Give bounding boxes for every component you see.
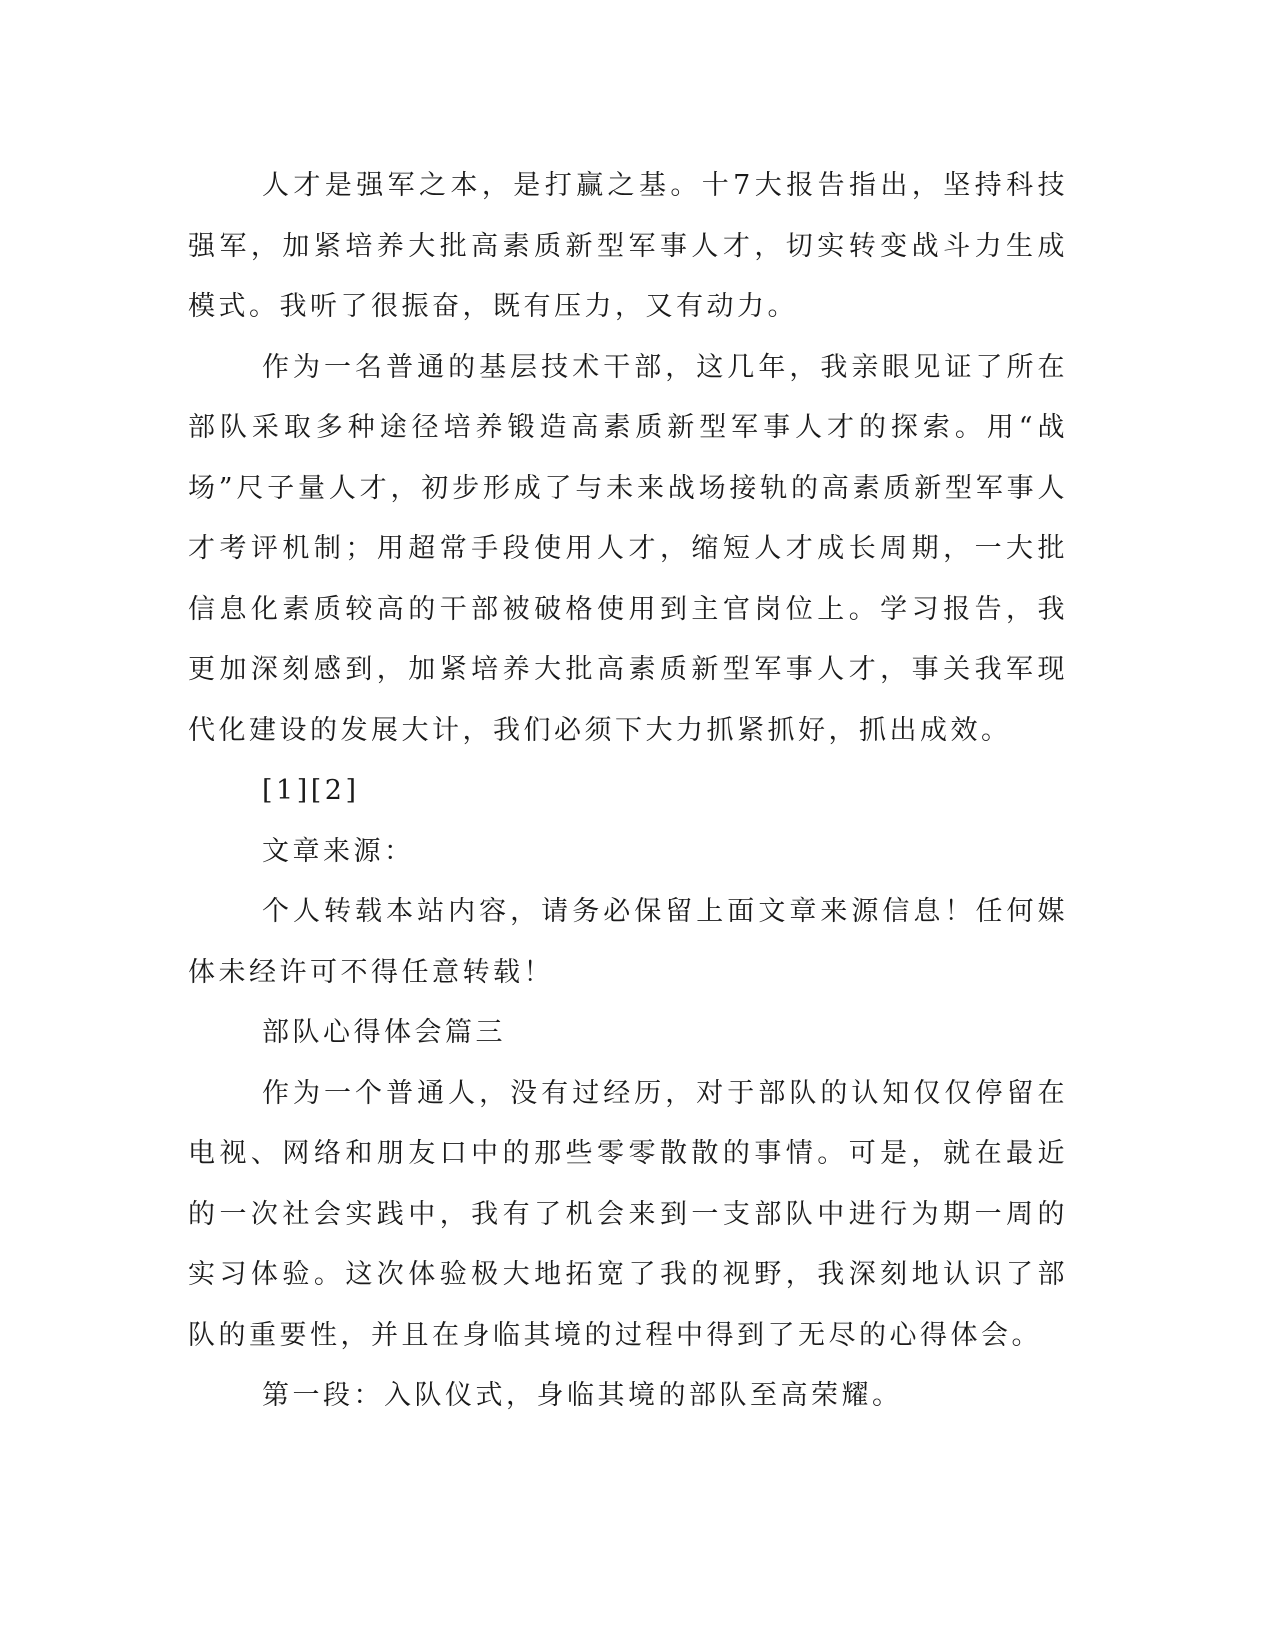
paragraph-first-section: 第一段：入队仪式，身临其境的部队至高荣耀。 bbox=[262, 1380, 903, 1411]
paragraph-experience: 作为一个普通人，没有过经历，对于部队的认知仅仅停留在电视、网络和朋友口中的那些零零散散的事情。可是，就在最近的一次社会实践中，我有了机会来到一支部队中进行为期一周的实习体验。这次体验极大地拓宽了我的视野，我深刻地认识了部队的重要性，并且在身临其境的过程中得到了无尽的心得体会。 bbox=[188, 1077, 1068, 1351]
page-links[interactable]: [1][2] bbox=[262, 775, 360, 806]
reprint-notice: 个人转载本站内容，请务必保留上面文章来源信息！任何媒体未经许可不得任意转载！ bbox=[188, 896, 1068, 988]
document-page bbox=[188, 156, 1068, 1427]
paragraph-grassroots-cadre: 作为一名普通的基层技术干部，这几年，我亲眼见证了所在部队采取多种途径培养锻造高素质新型军事人才的探索。用“战场”尺子量人才，初步形成了与未来战场接轨的高素质新型军事人才考评机制；用超常手段使用人才，缩短人才成长周期，一大批信息化素质较高的干部被破格使用到主官岗位上。学习报告，我更加深刻感到，加紧培养大批高素质新型军事人才，事关我军现代化建设的发展大计，我们必须下大力抓紧抓好，抓出成效。 bbox=[188, 351, 1068, 746]
source-label: 文章来源： bbox=[262, 835, 415, 867]
section-heading: 部队心得体会篇三 bbox=[262, 1017, 506, 1048]
paragraph-talent-intro: 人才是强军之本，是打赢之基。十7大报告指出，坚持科技强军，加紧培养大批高素质新型军事人才，切实转变战斗力生成模式。我听了很振奋，既有压力，又有动力。 bbox=[188, 170, 1068, 322]
